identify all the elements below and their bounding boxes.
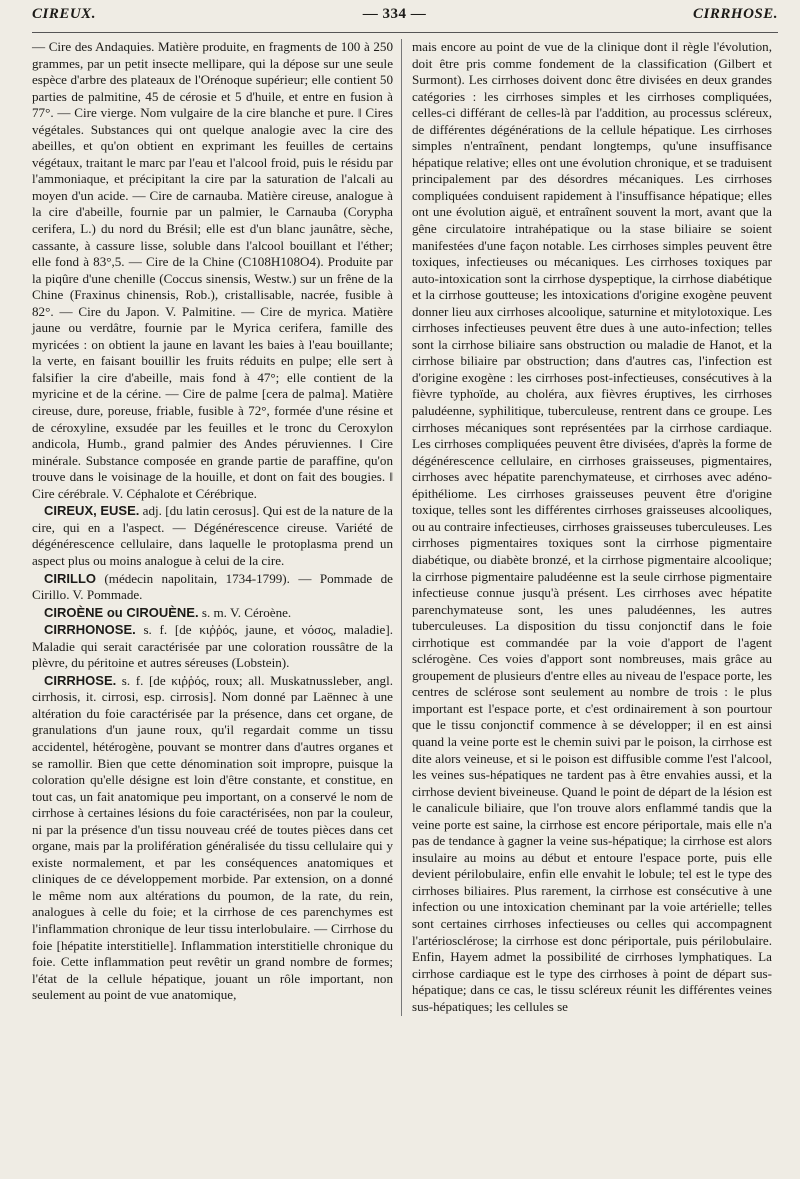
right-column [402, 39, 772, 1016]
headword: CIRRHONOSE. [44, 622, 136, 638]
entry-cireux [32, 503, 393, 569]
left-column [32, 39, 402, 1016]
header-left-word: CIREUX. [32, 6, 96, 22]
definition: (médecin napolitain, 1734-1799). — Pommade de Cirillo. V. Pommade. [32, 570, 393, 603]
entry-ciroene [32, 605, 393, 622]
headword: CIREUX, EUSE. [44, 503, 140, 519]
entry-cirrhose-continued: mais encore au point de vue de la clinique dont il règle l'évolution, doit être pris comme fondement de la classification (Gilbert et Surmont). Les cirrhoses doivent donc être divisées en deux grandes catégories : les cirrhoses simples et les cirrhoses compliquées, celles-ci différant de celles-là par l'addition, au processus scléreux, de différentes dégénérations de la cellule hépatique. Les cirrhoses simples n'entraînent, pendant longtemps, qu'une insuffisance hépatique relative; elles ont une évolution chronique, et se traduisent principalement par des désordres mécaniques. Les cirrhoses compliquées conduisent rapidement à l'insuffisance hépatique; elles ont une évolution aiguë, et entraînent souvent la mort, avant que la gêne circulatoire intrahépatique ou la stase biliaire se soient manifestées d'une façon notable. Les cirrhoses simples peuvent être toxiques, infectieuses ou mécaniques. Les cirrhoses toxiques par auto-intoxication sont la cirrhose dyspeptique, la cirrhose diabétique et la cirrhose goutteuse; les intoxications d'origine exogène peuvent donner lieu aux cirrhoses alcoolique, saturnine et mitylotoxique. Les cirrhoses infectieuses peuvent être dues à une auto-infection; telles sont la cirrhose biliaire sans obstruction ou maladie de Hanot, et la cirrhose biliaire par obstruction; dans d'autres cas, l'infection est d'origine exogène : les cirrhoses post-infectieuses, consécutives à la fièvre typhoïde, au choléra, aux fièvres éruptives, les cirrhoses paludéenne, syphilitique, tuberculeuse, rentrent dans ce groupe. Les cirrhoses mécaniques sont représentées par la cirrhose cardiaque. Les cirrhoses compliquées peuvent être divisées, d'après la forme de dégénérescence cellulaire, en cirrhoses graisseuses, pigmentaires, cirrhoses avec hépatite parenchymateuse, et cirrhoses avec adéno-épithéliome. Les cirrhoses graisseuses peuvent être d'origine toxique, telles sont les différentes cirrhoses graisseuses alcooliques, ou au contraire infectieuses, cirrhoses graisseuses tuberculeuses. Les cirrhoses pigmentaires toxiques sont la cirrhose pigmentaire diabétique, ou diabète bronzé, et la cirrhose pigmentaire alcoolique; la cirrhose pigmentaire paludéenne est la seule cirrhose pigmentaire infectieuse connue jusqu'à présent. Les cirrhoses avec hépatite parenchymateuse sont, les unes paludéennes, les autres tuberculeuses. La disposition du tissu conjonctif dans le foie cirrhotique est commandée par la voie d'apport de l'agent sclérogène. Ces voies d'apport sont nombreuses, mais grâce au groupement de plusieurs d'entre elles au niveau de l'espace porte, les centres de sclérose sont seulement au nombre de trois : le plus important est l'espace porte, et c'est ordinairement à son pourtour que le tissu conjonctif commence à se développer; il en est ainsi quand la veine porte est le chemin suivi par le poison, la cirrhose est dite alors veineuse, et si le poison est diffusible comme l'est l'alcool, les veines sus-hépatiques ne tardent pas à être envahies aussi, et la cirrhose devient biveineuse. Quand le point de départ de la lésion est le canalicule biliaire, que l'on trouve alors enflammé tandis que la veine porte est saine, la cirrhose est encore périportale, mais elle n'a pas de tendance à gagner la veine sus-hépatique; la cirrhose est alors insulaire au moins au début et entoure l'espace porte, puis elle devient périlobulaire, enfin elle envahit le lobule; tel est le type des cirrhoses biliaires. Plus rarement, la cirrhose est consécutive à une infection ou une intoxication cheminant par la voie artérielle; telles sont certaines cirrhoses infectieuses ou celles qui accompagnent l'artériosclérose; la cirrhose est donc périportale, puis périlobulaire. Enfin, Hayem admet la possibilité de cirrhoses lymphatiques. La cirrhose cardiaque est le type des cirrhoses à point de départ sus-hépatique; dans ce cas, le tissu scléreux réunit les différentes veines sus-hépatiques; les cellules se [412, 39, 772, 1014]
definition: s. m. V. Céroène. [198, 604, 292, 620]
headword: CIRILLO [44, 570, 96, 586]
header-right-word: CIRRHOSE. [693, 6, 778, 22]
page-number: — 334 — [362, 6, 427, 22]
entry-cirrhose [32, 673, 393, 1004]
running-header [32, 6, 778, 33]
entry-cire-continued: — Cire des Andaquies. Matière produite, en fragments de 100 à 250 grammes, par un petit insecte mellipare, qui la dépose sur une seule espèce d'arbre des plateaux de l'Orénoque supérieur; elle contient 50 parties de palmitine, 45 de cérosie et 5 d'huile, et entre en fusion à 77°. — Cire vierge. Nom vulgaire de la cire blanche et pure. ‖ Cires végétales. Substances qui ont quelque analogie avec la cire des abeilles, et qu'on obtient en exprimant les feuilles de certains végétaux, traitant le marc par l'eau et l'alcool froid, puis le résidu par l'ammoniaque, et précipitant la cire par la saturation de l'alcali au moyen d'un acide. — Cire de carnauba. Matière cireuse, analogue à la cire d'abeille, fournie par un palmier, le Carnauba (Corypha cerifera, L.) du nord du Brésil; elle est d'un blanc jaunâtre, sèche, cassante, à cassure lisse, soluble dans l'alcool bouillant et l'éther; elle fond à 83°,5. — Cire de la Chine (C108H108O4). Produite par la piqûre d'une chenille (Coccus sinensis, Westw.) sur un frêne de la Chine (Fraxinus chinensis, Rob.), cristallisable, nacrée, fusible à 82°. — Cire du Japon. V. Palmitine. — Cire de myrica. Matière jaune ou verdâtre, fournie par le Myrica cerifera, famille des myricées : on obtient la jaune en lavant les baies à l'eau bouillante; la verte, en faisant bouillir les fruits réduits en pulpe; elle sert à falsifier la cire d'abeille, mais fond à 47°; elle contient de la myricine et de la cérine. — Cire de palme [cera de palma]. Matière cireuse, dure, poreuse, friable, fusible à 72°, formée d'une résine et de céroxyline, exsudée par les feuilles et le tronc du Ceroxylon andicola, Humb., grand palmier des Andes péruviennes. ‖ Cire minérale. Substance composée en grande partie de paraffine, qu'on trouve dans le voisinage de la houille, et dont on fait des bougies. ‖ Cire cérébrale. V. Céphalote et Cérébrique. [32, 39, 393, 501]
definition: s. f. [de κιῤῥός, roux; all. Muskatnussleber, angl. cirrhosis, it. cirrosi, esp. cirrosis]. Nom donné par Laënnec à une altération du foie caractérisée par la présence, dans cet organe, de granulations d'un jaune roux, qu'il regardait comme un tissu accidentel, hétérogène, pouvant se montrer dans d'autres organes et se ramollir. Bien que cette dénomination soit impropre, puisque la coloration qu'elle désigne est loin d'être constante, et constitue, en tout cas, un fait anatomique peu important, on a conservé le nom de cirrhose à certaines lésions du foie caractérisées, non par la couleur, ni par la présence d'un tissu nouveau créé de toutes pièces dans cet organe, mais par la prolifération généralisée du tissu cellulaire qui y existe normalement, et par les conséquences anatomiques et cliniques de ce développement morbide. Par extension, on a donné le même nom aux altérations du poumon, de la rate, du rein, analogues à celle du foie; et la cirrhose de ces parenchymes est l'inflammation chronique de leur tissu interlobulaire. — Cirrhose du foie [hépatite interstitielle]. Inflammation interstitielle chronique du foie. Cette inflammation peut revêtir un grand nombre de formes; l'état de la cellule hépatique, jouant un rôle important, non seulement au point de vue anatomique, [32, 672, 393, 1003]
definition: adj. [du latin cerosus]. Qui est de la nature de la cire, qui en a l'aspect. — Dégénérescence cireuse. Variété de dégénérescence cellulaire, dans laquelle le protoplasma prend un aspect plus ou moins analogue à celui de la cire. [32, 503, 393, 568]
entry-cirillo [32, 571, 393, 604]
definition: s. f. [de κιῤῥός, jaune, et νόσος, maladie]. Maladie qui serait caractérisée par une coloration roussâtre de la plèvre, du péritoine et autres séreuses (Lobstein). [32, 622, 393, 671]
two-columns [32, 39, 778, 1016]
headword: CIRRHOSE. [44, 672, 117, 688]
entry-cirrhonose [32, 622, 393, 672]
headword: CIROÈNE ou CIROUÈNE. [44, 604, 199, 620]
